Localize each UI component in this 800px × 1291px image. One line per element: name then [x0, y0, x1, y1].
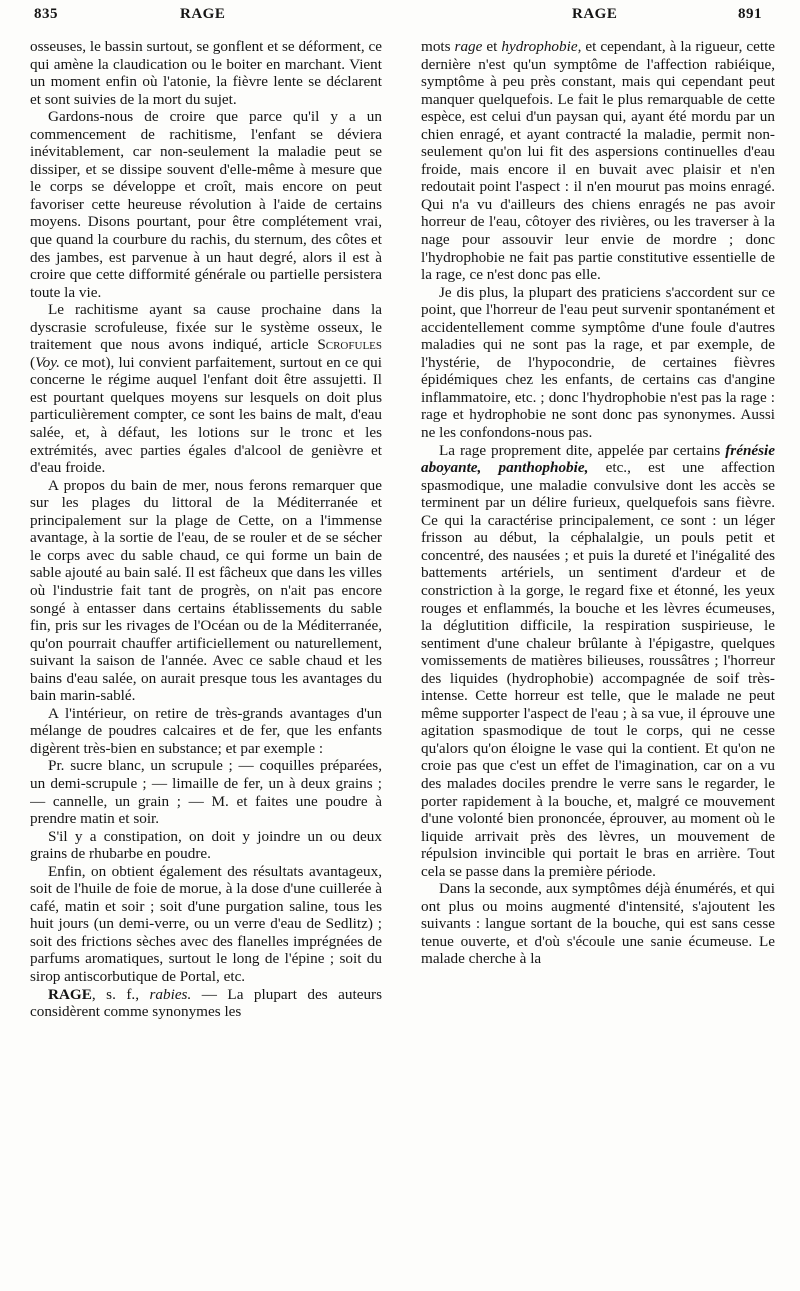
- paragraph: [30, 301, 382, 476]
- latin-term: rabies.: [149, 985, 192, 1003]
- page-number-left: 835: [34, 6, 58, 22]
- entry-paragraph: [30, 986, 382, 1021]
- synonym-terms: frénésie aboyante, panthophobie,: [421, 441, 775, 477]
- text-run: Le rachitisme ayant sa cause prochaine dans la dyscrasie scrofuleuse, fixée sur le système osseux, le traitement que nous avons indiqué, article: [30, 301, 382, 354]
- paragraph: [421, 38, 775, 284]
- text-run: et cependant, à la rigueur, cette dernière n'est qu'un symptôme de l'affection rabiéique, symptôme à peu près constant, mais qui cependant peut manquer quelquefois. Le fait le plus remarquable de cette espèce, est celui d'un paysan qui, ayant été mordu par un chien enragé, et ayant contracté la maladie, permit non-seulement qu'on lui fit des aspersions continuelles d'eau froide, mais encore il en buvait avec plaisir et n'en redoutait point l'aspect : il n'en mourut pas moins enragé. Qui n'a vu d'ailleurs des chiens enragés ne pas avoir horreur de l'eau, côtoyer des rivières, ou les traverser à la nage pour assouvir leur envie de mordre ; donc l'hydrophobie ne fait pas partie constitutive essentielle de la rage, ce n'est donc pas elle.: [421, 38, 775, 284]
- text-run: et: [486, 38, 498, 55]
- text-run: ce mot), lui convient parfaitement, surtout en ce qui concerne le régime auquel l'enfant doit être assujetti. Il est pourtant quelques moyens sur lesquels on doit plus particulièrement compter, ce sont les bains de malt, d'eau salée, et, à défaut, les lotions sur le tronc et les extrémités, avec parties égales d'alcool de genièvre et d'eau froide.: [30, 353, 382, 477]
- text-run: mots: [421, 38, 451, 55]
- running-title-left: RAGE: [180, 6, 226, 22]
- text-run: — La plupart des auteurs considèrent comme synonymes les: [30, 985, 382, 1021]
- paragraph: osseuses, le bassin surtout, se gonflent et se déforment, ce qui amène la claudication ou le boiter en marchant. Vient un moment enfin où l'atonie, la fièvre lente se déclarent et sont suivies de la mort du sujet.: [30, 38, 382, 108]
- paragraph: A l'intérieur, on retire de très-grands avantages d'un mélange de poudres calcaires et de fer, que les enfants digèrent très-bien en substance; et par exemple :: [30, 704, 382, 757]
- paragraph: [421, 442, 775, 881]
- text-run: La rage proprement dite, appelée par certains: [439, 441, 721, 459]
- paragraph: Dans la seconde, aux symptômes déjà énumérés, et qui ont plus ou moins augmenté d'intensité, s'ajoutent les suivants : langue sortant de la bouche, qui est sans cesse tenue ouverte, et d'où s'écoule une sanie écumeuse. Le malade cherche à la: [421, 880, 775, 968]
- paragraph: Enfin, on obtient également des résultats avantageux, soit de l'huile de foie de morue, à la dose d'une cuillerée à café, matin et soir ; soit d'une purgation saline, tous les huit jours (un demi-verre, ou un verre d'eau de Sedlitz) ; soit des frictions sèches avec des flanelles imprégnées de parfums aromatiques, surtout le long de l'épine ; soit du sirop antiscorbutique de Portal, etc.: [30, 862, 382, 985]
- text-run: etc., est une affection spasmodique, une maladie convulsive dont les accès se terminent par un délire furieux, quelquefois sans fièvre. Ce qui la caractérise principalement, ce sont : un léger frisson au début, la céphalalgie, un pouls petit et concentré, des nausées ; et puis la dureté et l'inégalité des battements artériels, un sentiment d'ardeur et de constriction à la gorge, le regard fixe et étonné, les yeux rouges et enflammés, la bouche et les lèvres écumeuses, la déglutition difficile, la respiration suspirieuse, le sentiment d'une chaleur brûlante à l'épigastre, quelques vomissements de matières bilieuses, roussâtres ; l'horreur des liquides (hydrophobie) accompagnée de soif très-intense. Cette horreur est telle, que le malade ne peut même supporter l'aspect de l'eau ; à sa vue, il éprouve une agitation spasmodique de tout le corps, qui ne cesse qu'alors qu'on éloigne le vase qui la contient. Et qu'on ne croie pas que c'est un effet de l'imagination, car on a vu des malades dociles prendre le verre sans le regarder, le porter rapidement à la bouche, et, malgré ce mouvement d'une volonté bien prononcée, éprouver, au moment où le liquide arrivait près des lèvres, un mouvement de répulsion invincible qui portait le bras en arrière. Tout cela se passe dans la première période.: [421, 459, 775, 880]
- left-column: [30, 38, 382, 1283]
- text-run: (: [30, 353, 36, 371]
- running-header: [0, 2, 800, 36]
- grammar-label: , s. f.,: [91, 985, 140, 1003]
- page-number-right: 891: [738, 6, 762, 22]
- paragraph: A propos du bain de mer, nous ferons remarquer que sur les plages du littoral de la Méditerranée et principalement sur la plage de Cette, on a l'immense avantage, à la sortie de l'eau, de se rouler et de se sécher le corps avec du sable chaud, ce qui forme un bain de sable ajouté au bain salé. Il est fâcheux que dans les villes où l'industrie fait tant de progrès, on n'ait pas encore songé à entasser dans certains établissements du sable fin, pris sur les rivages de l'Océan ou de la Méditerranée, qu'on pourrait chauffer artificiellement ou naturellement, suivant la saison de l'année. Avec ce sable chaud et les bains d'eau salée, on aurait presque tous les avantages du bain marin-sablé.: [30, 476, 382, 705]
- running-title-right: RAGE: [572, 6, 618, 22]
- cross-reference: Scrofules: [317, 336, 382, 354]
- term-rage: rage: [454, 38, 483, 55]
- right-column: [421, 38, 775, 1283]
- prescription-paragraph: Pr. sucre blanc, un scrupule ; — coquilles préparées, un demi-scrupule ; — limaille de fer, un à deux grains ; — cannelle, un grain ; — M. et faites une poudre à prendre matin et soir.: [30, 757, 382, 828]
- term-hydrophobie: hydrophobie,: [501, 38, 582, 55]
- voy-abbreviation: Voy.: [35, 353, 60, 371]
- paragraph: Gardons-nous de croire que parce qu'il y a un commencement de rachitisme, l'enfant se déviera inévitablement, car non-seulement la maladie peut se dissiper, et se dissipe souvent d'elle-même à mesure que le corps se développe et croît, mais encore on peut favoriser cette heureuse révolution à l'aide de certains moyens. Disons pourtant, pour être complétement vrai, que quand la courbure du rachis, du sternum, des côtes et des jambes, est parvenue à un haut degré, alors il est à croire que cette difformité générale ou partielle persistera toute la vie.: [30, 108, 382, 301]
- paragraph: S'il y a constipation, on doit y joindre un ou deux grains de rhubarbe en poudre.: [30, 827, 382, 863]
- paragraph: Je dis plus, la plupart des praticiens s'accordent sur ce point, que l'horreur de l'eau peut survenir spontanément et accidentellement comme symptôme d'une foule d'autres maladies qui ne sont pas la rage, et par exemple, de l'hystérie, de l'hypocondrie, de certaines fièvres épidémiques chez les enfants, de certains cas d'angine inflammatoire, etc. ; donc l'hydrophobie n'est pas la rage : rage et hydrophobie ne sont donc pas synonymes. Aussi ne les confondons-nous pas.: [421, 283, 775, 442]
- entry-headword: RAGE: [48, 985, 92, 1003]
